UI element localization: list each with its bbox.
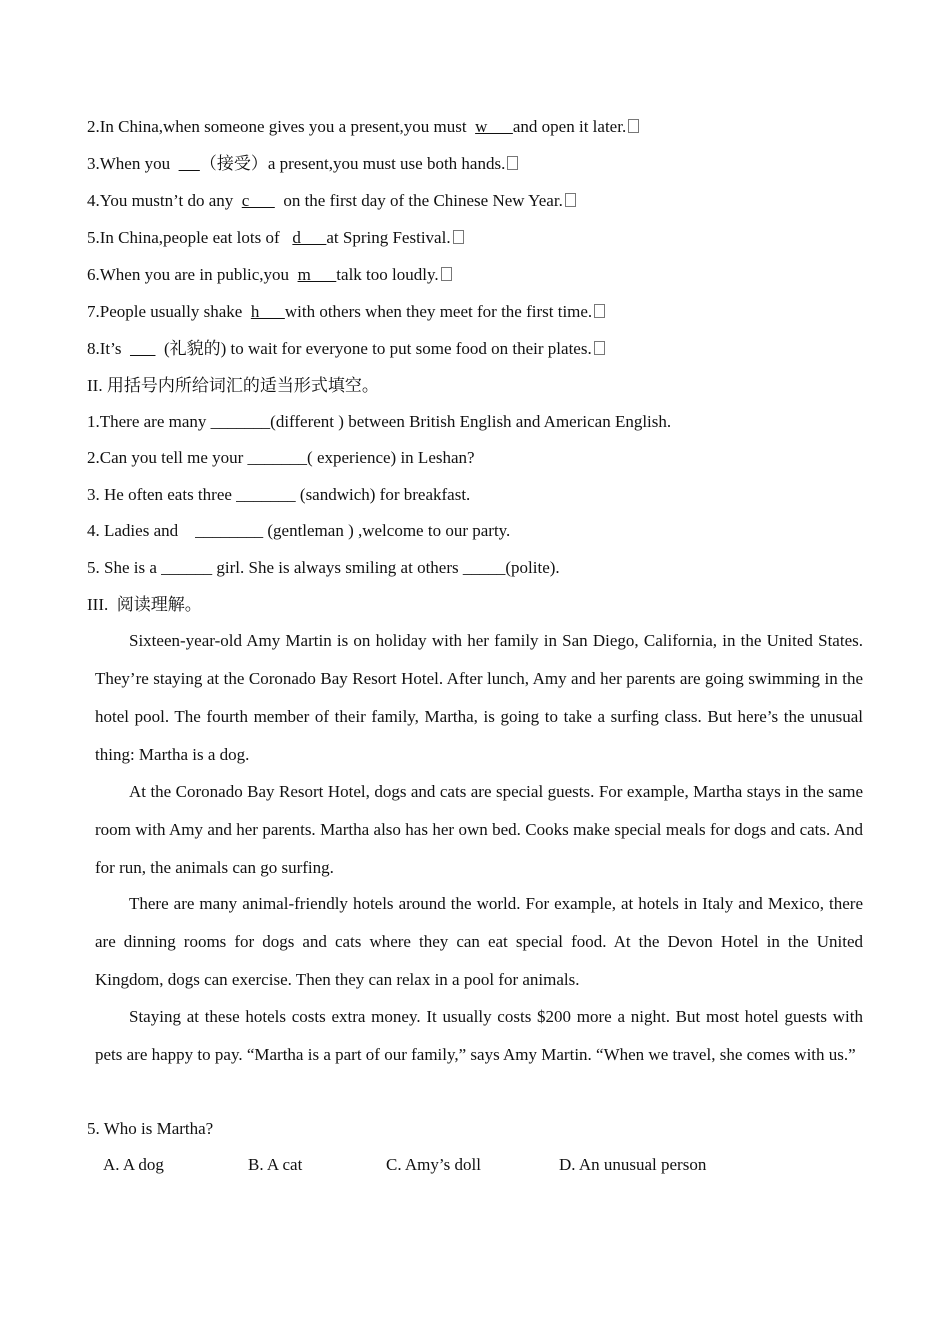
reading-paragraph-3: There are many animal-friendly hotels around the world. For example, at hotels in Italy and Mexico, there are dinning rooms for dogs and cats where they can eat special food. At the Devon Hotel in the United Kingdom, dogs can exercise. Then they can relax in a pool for animals. xyxy=(95,894,863,989)
q7-blank: h xyxy=(250,302,285,321)
checkbox-icon xyxy=(565,193,576,207)
q8-after: (礼貌的) to wait for everyone to put some food on their plates. xyxy=(155,339,592,358)
option-c: C. Amy’s doll xyxy=(386,1155,481,1174)
checkbox-icon xyxy=(441,267,452,281)
reading-paragraph-1: Sixteen-year-old Amy Martin is on holiday with her family in San Diego, California, in the United States. They’re staying at the Coronado Bay Resort Hotel. After lunch, Amy and her parents are going swimming in the hotel pool. The fourth member of their family, Martha, is going to take a surfing class. But here’s the unusual thing: Martha is a dog. xyxy=(95,631,863,764)
checkbox-icon xyxy=(628,119,639,133)
section-2-item-1: 1.There are many _______(different ) between British English and American English. xyxy=(87,412,672,431)
q3-after: （接受）a present,you must use both hands. xyxy=(199,154,506,173)
section-2-item-3: 3. He often eats three _______ (sandwich) for breakfast. xyxy=(87,485,471,504)
q3-before: 3.When you xyxy=(87,154,179,173)
section-2-item-4: 4. Ladies and ________ (gentleman ) ,welcome to our party. xyxy=(87,521,511,540)
q6-before: 6.When you are in public,you xyxy=(87,265,298,284)
q2-before: 2.In China,when someone gives you a present,you must xyxy=(87,117,476,136)
option-b: B. A cat xyxy=(248,1155,303,1174)
q6-blank: m xyxy=(297,265,337,284)
question-6 xyxy=(87,264,452,286)
question-2 xyxy=(87,116,639,138)
checkbox-icon xyxy=(453,230,464,244)
q5-after: at Spring Festival. xyxy=(326,228,451,247)
q2-after: and open it later. xyxy=(512,117,627,136)
question-8 xyxy=(87,338,605,360)
question-4 xyxy=(87,190,576,212)
checkbox-icon xyxy=(594,341,605,355)
q3-blank xyxy=(179,154,200,173)
option-d: D. An unusual person xyxy=(559,1155,707,1174)
q7-before: 7.People usually shake xyxy=(87,302,251,321)
q4-before: 4.You mustn’t do any xyxy=(87,191,242,210)
q4-blank: c xyxy=(241,191,275,210)
section-2-item-2: 2.Can you tell me your _______( experience) in Leshan? xyxy=(87,448,475,467)
q4-after: on the first day of the Chinese New Year. xyxy=(274,191,563,210)
section-2-heading: II. 用括号内所给词汇的适当形式填空。 xyxy=(87,376,379,395)
q2-blank: w xyxy=(475,117,513,136)
q5-before: 5.In China,people eat lots of xyxy=(87,228,293,247)
question-7 xyxy=(87,301,605,323)
q6-after: talk too loudly. xyxy=(336,265,439,284)
reading-question: 5. Who is Martha? xyxy=(87,1119,214,1138)
reading-paragraph-2: At the Coronado Bay Resort Hotel, dogs and cats are special guests. For example, Martha stays in the same room with Amy and her parents. Martha also has her own bed. Cooks make special meals for dogs and cats. And for run, the animals can go surfing. xyxy=(95,782,863,877)
question-3 xyxy=(87,153,518,175)
section-3-heading: III. 阅读理解。 xyxy=(87,595,202,614)
checkbox-icon xyxy=(594,304,605,318)
checkbox-icon xyxy=(507,156,518,170)
question-5 xyxy=(87,227,464,249)
q8-blank xyxy=(130,339,156,358)
section-2-item-5: 5. She is a ______ girl. She is always smiling at others _____(polite). xyxy=(87,558,560,577)
q7-after: with others when they meet for the first time. xyxy=(284,302,593,321)
reading-paragraph-4: Staying at these hotels costs extra money. It usually costs $200 more a night. But most hotel guests with pets are happy to pay. “Martha is a part of our family,” says Amy Martin. “When we travel, she comes with us.” xyxy=(95,1007,863,1064)
q5-blank: d xyxy=(292,228,327,247)
option-a: A. A dog xyxy=(103,1155,164,1174)
q8-before: 8.It’s xyxy=(87,339,130,358)
